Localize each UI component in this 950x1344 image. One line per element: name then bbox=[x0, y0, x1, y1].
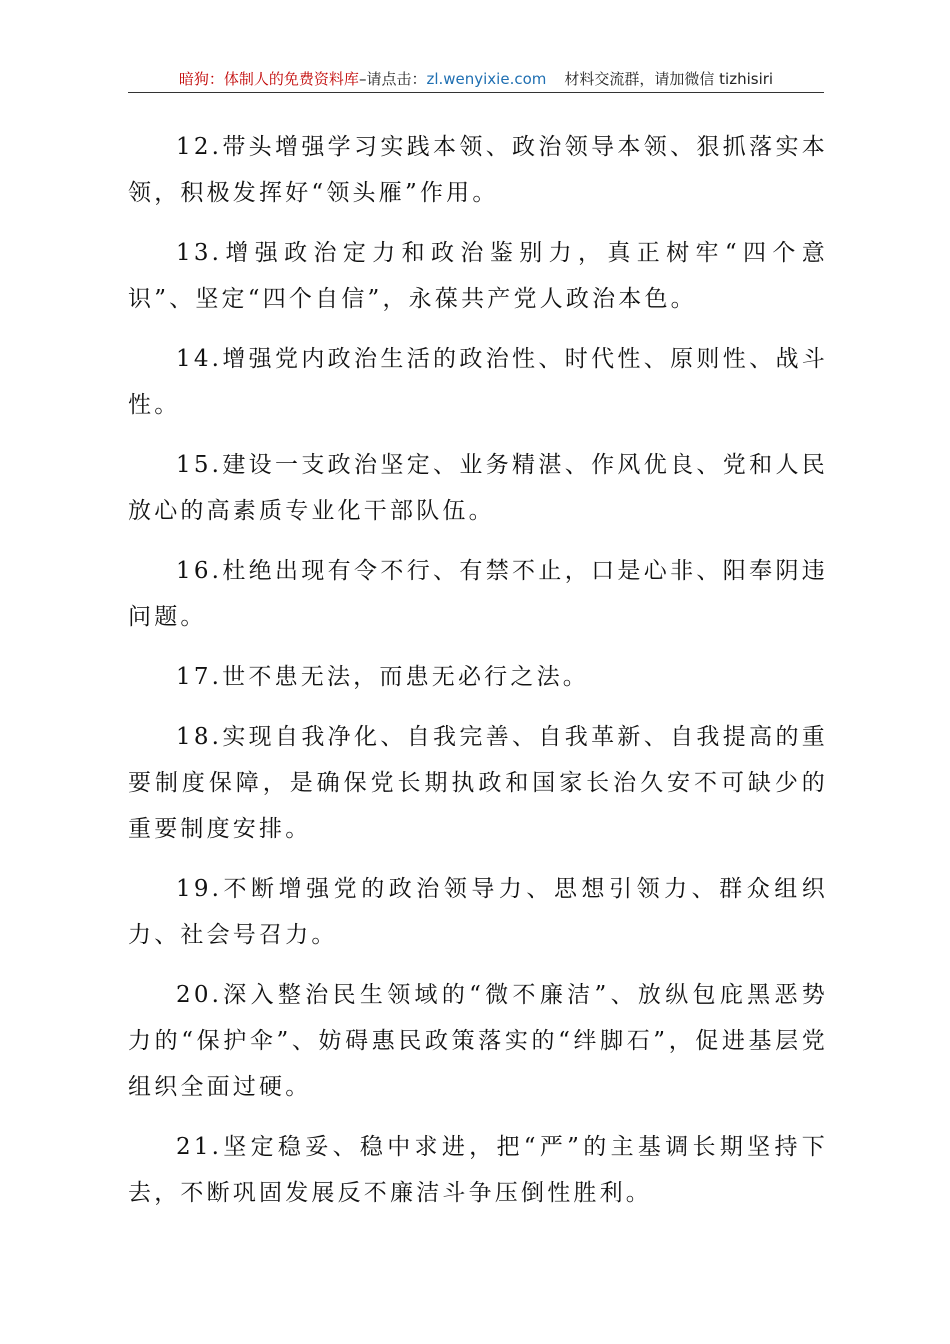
header-note: 材料交流群，请加微信 tizhisiri bbox=[564, 70, 774, 88]
paragraph-14: 14.增强党内政治生活的政治性、时代性、原则性、战斗性。 bbox=[128, 346, 828, 418]
paragraph-21: 21.坚定稳妥、稳中求进，把“严”的主基调长期坚持下去，不断巩固发展反不廉洁斗争压倒性胜利。 bbox=[128, 1134, 828, 1206]
paragraph-20: 20.深入整治民生领域的“微不廉洁”、放纵包庇黑恶势力的“保护伞”、妨碍惠民政策落实的“绊脚石”，促进基层党组织全面过硬。 bbox=[128, 982, 828, 1100]
paragraph-12: 12.带头增强学习实践本领、政治领导本领、狠抓落实本领，积极发挥好“领头雁”作用。 bbox=[128, 134, 828, 206]
page-header bbox=[128, 66, 824, 93]
paragraph-17: 17.世不患无法，而患无必行之法。 bbox=[176, 664, 589, 690]
header-link[interactable]: zl.wenyixie.com bbox=[426, 70, 547, 88]
paragraph-16: 16.杜绝出现有令不行、有禁不止，口是心非、阳奉阴违问题。 bbox=[128, 558, 828, 630]
header-brand: 暗狗：体制人的免费资料库 bbox=[178, 70, 359, 88]
paragraph-15: 15.建设一支政治坚定、业务精湛、作风优良、党和人民放心的高素质专业化干部队伍。 bbox=[128, 452, 828, 524]
paragraph-19: 19.不断增强党的政治领导力、思想引领力、群众组织力、社会号召力。 bbox=[128, 876, 828, 948]
header-prompt: –请点击： bbox=[358, 70, 427, 88]
paragraph-18: 18.实现自我净化、自我完善、自我革新、自我提高的重要制度保障，是确保党长期执政和国家长治久安不可缺少的重要制度安排。 bbox=[128, 724, 828, 842]
paragraph-13: 13.增强政治定力和政治鉴别力，真正树牢“四个意识”、坚定“四个自信”，永葆共产党人政治本色。 bbox=[128, 240, 828, 312]
document-body bbox=[128, 124, 828, 1230]
